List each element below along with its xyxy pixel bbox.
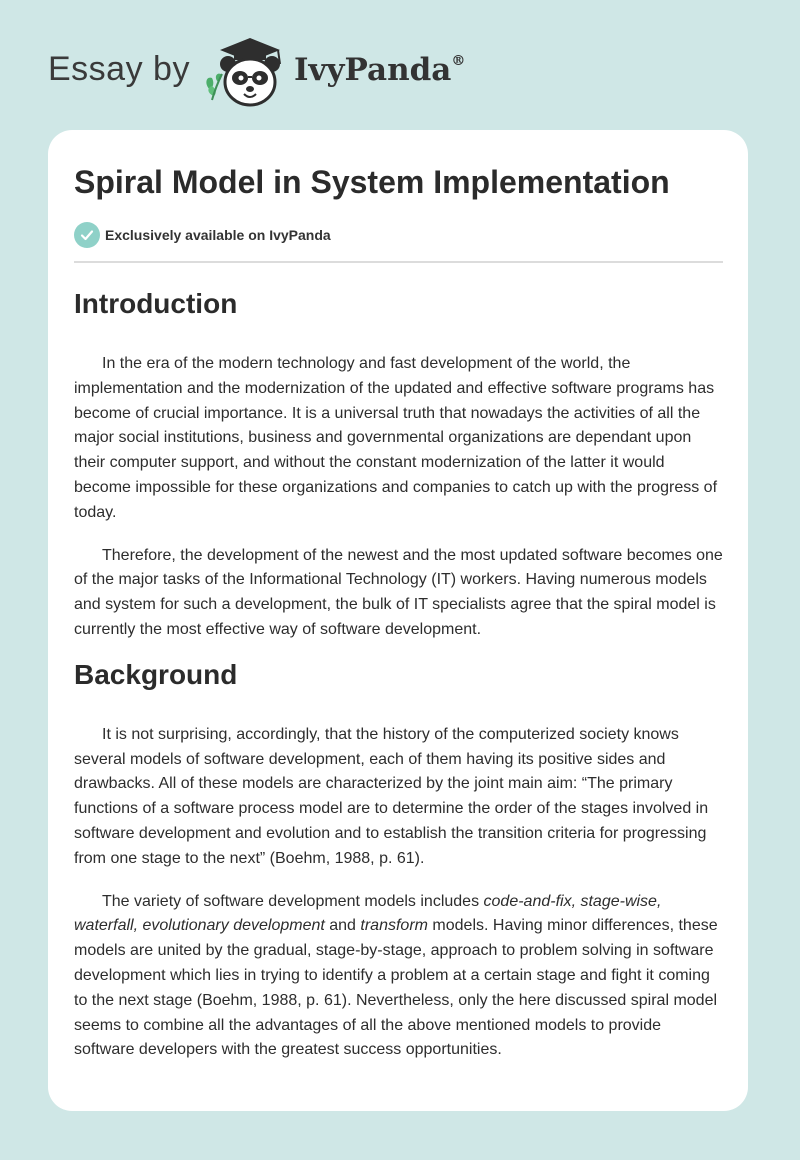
exclusive-badge bbox=[74, 222, 331, 248]
registered-mark: ® bbox=[451, 52, 466, 69]
article-body bbox=[74, 278, 724, 1063]
brand-label: IvyPanda bbox=[294, 52, 452, 88]
section-heading-introduction: Introduction bbox=[74, 288, 238, 319]
paragraph: Therefore, the development of the newest and the most updated software becomes one of the major tasks of the Informational Technology (IT) workers. Having numerous models and system for such a development, the bulk of IT specialists agree that the spiral model is currently the most effective way of software development. bbox=[74, 546, 723, 638]
paragraph: In the era of the modern technology and fast development of the world, the implementation and the modernization of the updated and effective software programs has become of crucial importance. It is a universal truth that nowadays the activities of all the major social institutions, business and governmental organizations are dependant upon their computer support, and without the constant modernization of the latter it would become impossible for these organizations and companies to catch up with the progress of today. bbox=[74, 355, 718, 521]
paragraph bbox=[74, 890, 724, 1064]
panda-logo-icon[interactable] bbox=[200, 34, 292, 115]
section-heading-background: Background bbox=[74, 658, 238, 690]
paragraph: It is not surprising, accordingly, that the history of the computerized society knows several models of software development, each of them having its positive sides and drawbacks. All of these models are characterized by the joint main aim: “The primary functions of a software process model are to determine the order of the stages involved in software development and evolution and to establish the transition criteria for progressing from one stage to the next” (Boehm, 1988, p. 61). bbox=[74, 725, 709, 867]
brand-name[interactable] bbox=[294, 52, 465, 88]
page-title: Spiral Model in System Implementation bbox=[74, 164, 670, 200]
paragraph-text: The variety of software development models includes bbox=[102, 892, 484, 910]
essay-by-label: Essay by bbox=[48, 50, 190, 88]
paragraph-emphasis: code-and-fix, stage-wise, waterfall, evolutionary development bbox=[74, 892, 662, 935]
paragraph-emphasis: transform bbox=[360, 917, 428, 935]
paragraph-text: and bbox=[324, 917, 361, 935]
site-header bbox=[0, 0, 800, 130]
badge-text: Exclusively available on IvyPanda bbox=[105, 227, 331, 243]
check-icon bbox=[74, 222, 100, 248]
paragraph-text: models. Having minor differences, these models are united by the gradual, stage-by-stage, approach to problem solving in software development which lies in trying to identify a problem at a certain stage and fight it coming to the next stage (Boehm, 1988, p. 61). Nevertheless, only the here discussed spiral model seems to combine all the advantages of all the above mentioned models to provide software developers with the greatest success opportunities. bbox=[74, 917, 718, 1059]
divider bbox=[74, 261, 723, 263]
essay-card bbox=[48, 130, 748, 1111]
